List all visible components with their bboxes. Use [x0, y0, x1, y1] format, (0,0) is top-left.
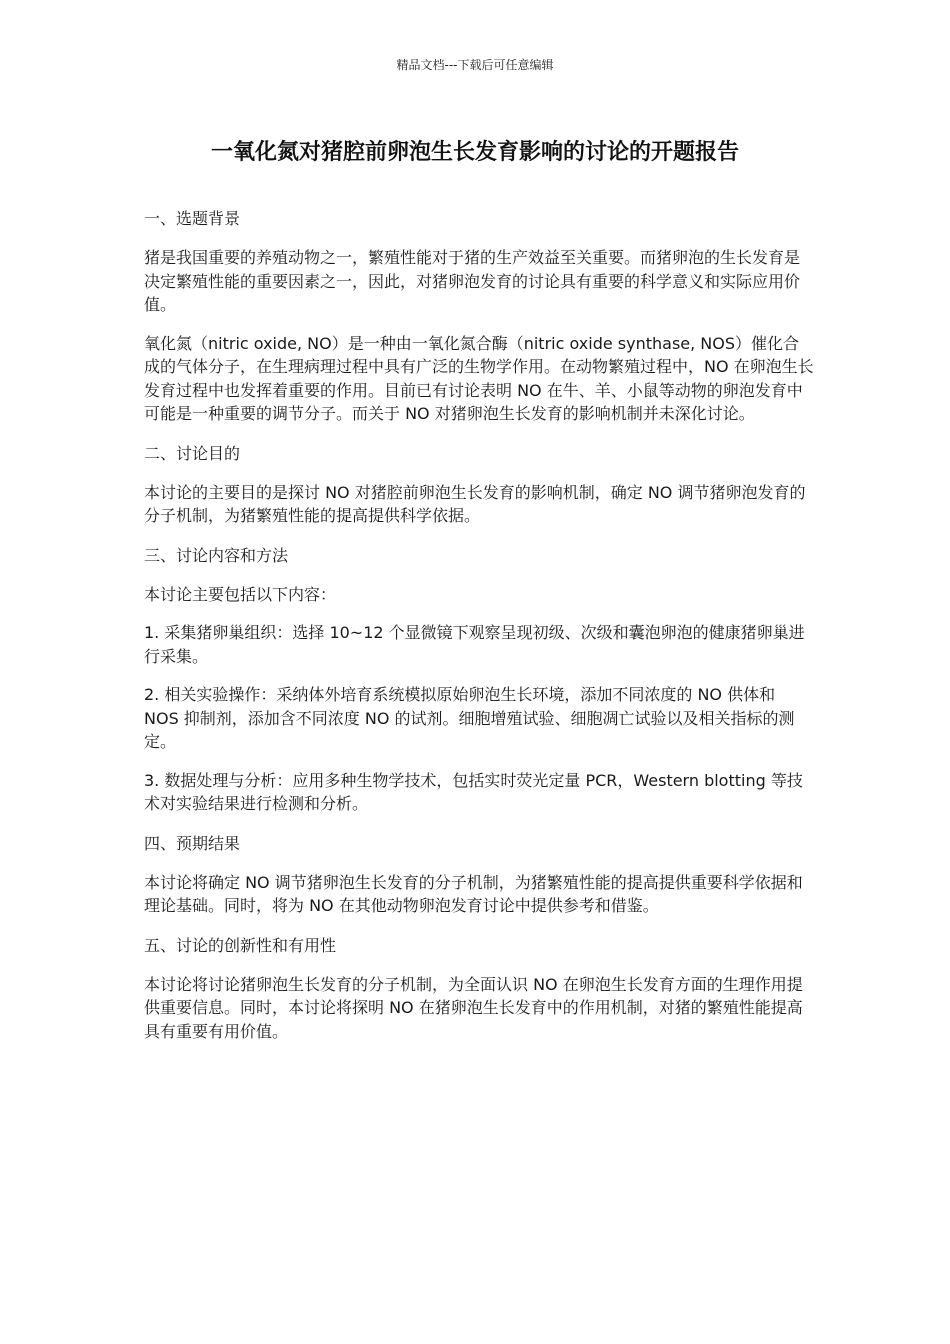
section-heading: 二、讨论目的 — [144, 443, 241, 463]
page-header: 精品文档---下载后可任意编辑 — [396, 58, 554, 72]
section-purpose — [144, 441, 814, 528]
section-heading: 三、讨论内容和方法 — [144, 545, 289, 565]
list-item: 3. 数据处理与分析：应用多种生物学技术，包括实时荧光定量 PCR，Western blotting 等技术对实验结果进行检测和分析。 — [144, 770, 803, 813]
section-heading: 一、选题背景 — [144, 209, 241, 228]
section-innovation — [144, 933, 814, 1044]
paragraph: 本讨论将确定 NO 调节猪卵泡生长发育的分子机制，为猪繁殖性能的提高提供重要科学依据和理论基础。同时，将为 NO 在其他动物卵泡发育讨论中提供参考和借鉴。 — [144, 872, 803, 915]
section-expected-results — [144, 831, 814, 918]
section-heading: 四、预期结果 — [144, 833, 241, 853]
section-background — [144, 206, 814, 426]
paragraph: 本讨论的主要目的是探讨 NO 对猪腔前卵泡生长发育的影响机制，确定 NO 调节猪卵泡发育的分子机制，为猪繁殖性能的提高提供科学依据。 — [144, 482, 806, 525]
paragraph: 本讨论将讨论猪卵泡生长发育的分子机制，为全面认识 NO 在卵泡生长发育方面的生理作用提供重要信息。同时，本讨论将探明 NO 在猪卵泡生长发育中的作用机制，对猪的繁殖性能提高具有重要有用价值。 — [144, 974, 803, 1041]
section-content-methods — [144, 543, 814, 816]
list-item: 2. 相关实验操作：采纳体外培育系统模拟原始卵泡生长环境，添加不同浓度的 NO 供体和 NOS 抑制剂，添加含不同浓度 NO 的试剂。细胞增殖试验、细胞凋亡试验以及相关指标的测定。 — [144, 685, 795, 751]
paragraph: 本讨论主要包括以下内容： — [144, 584, 337, 604]
paragraph: 猪是我国重要的养殖动物之一，繁殖性能对于猪的生产效益至关重要。而猪卵泡的生长发育是决定繁殖性能的重要因素之一，因此，对猪卵泡发育的讨论具有重要的科学意义和实际应用价值。 — [144, 248, 801, 314]
document-title: 一氧化氮对猪腔前卵泡生长发育影响的讨论的开题报告 — [210, 140, 739, 165]
document-body — [144, 206, 814, 1058]
paragraph: 氧化氮（nitric oxide, NO）是一种由一氧化氮合酶（nitric oxide synthase, NOS）催化合成的气体分子，在生理病理过程中具有广泛的生物学作用。在动物繁殖过程中，NO 在卵泡生长发育过程中也发挥着重要的作用。目前已有讨论表明 NO 在牛、羊、小鼠等动物的卵泡发育中可能是一种重要的调节分子。而关于 NO 对猪卵泡生长发育的影响机制并未深化讨论。 — [144, 333, 814, 423]
list-item: 1. 采集猪卵巢组织：选择 10~12 个显微镜下观察呈现初级、次级和囊泡卵泡的健康猪卵巢进行采集。 — [144, 623, 805, 666]
section-heading: 五、讨论的创新性和有用性 — [144, 935, 337, 955]
